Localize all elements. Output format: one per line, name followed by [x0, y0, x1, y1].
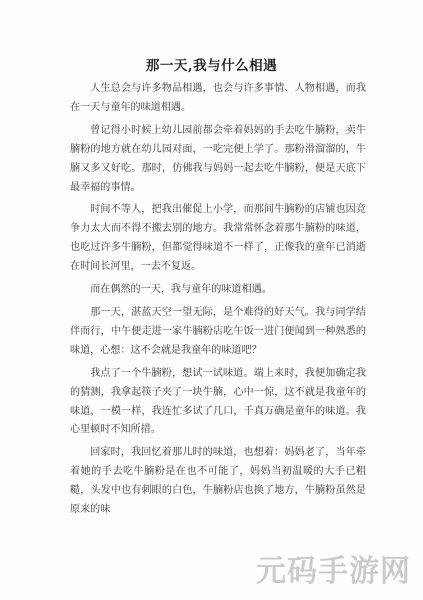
paragraph: 回家时，我回忆着那儿时的味道，也想着：妈妈老了，当年牵着她的手去吃牛腩粉是在也不可能了，妈妈当初温暖的大手已粗糙，头发中也有刺眼的白色，牛腩粉店也换了地方，牛腩粉虽然是原来的味 — [70, 447, 366, 516]
paragraph: 曾记得小时候上幼儿园前都会牵着妈妈的手去吃牛腩粉，卖牛腩粉的地方就在幼儿园对面，一吃完便上学了。那粉滑溜溜的，牛腩又多又好吃。那时，仿佛我与妈妈一起去吃牛腩粉，便是天底下最幸福的事情。 — [70, 124, 366, 193]
document-body — [70, 80, 366, 524]
paragraph: 时间不等人，把我出催促上小学，而那间牛腩粉的店铺也因竞争力太大而不得不搬去别的地方。我常常怀念着那牛腩粉的味道，也吃过许多牛腩粉，但都觉得味道不一样了，正像我的童年已消逝在时间长河里，一去不复返。 — [70, 204, 366, 273]
paragraph: 人生总会与许多物品相遇，也会与许多事情、人物相遇，而我在一天与童年的味道相遇。 — [70, 83, 366, 113]
paragraph: 我点了一个牛腩粉，想试一试味道。端上来时，我便加确定我的猜测，我拿起筷子夹了一块牛腩，心中一惊，这不就是我童年的味道，一模一样，我连忙多试了几口，千真万确是童年的味道。我心里顿时不知所措。 — [70, 367, 366, 436]
paragraph: 那一天，湛蓝天空一望无际，是个难得的好天气。我与同学结伴而行，中午便走进一家牛腩粉店吃午饭一进门便闻到一种熟悉的味道，心想：这不会就是我童年的味道吧？ — [70, 306, 366, 356]
site-watermark: 元码手游网 — [256, 554, 411, 589]
paragraph: 而在偶然的一天，我与童年的味道相遇。 — [90, 284, 272, 296]
document-title: 那一天,我与什么相遇 — [145, 58, 278, 74]
